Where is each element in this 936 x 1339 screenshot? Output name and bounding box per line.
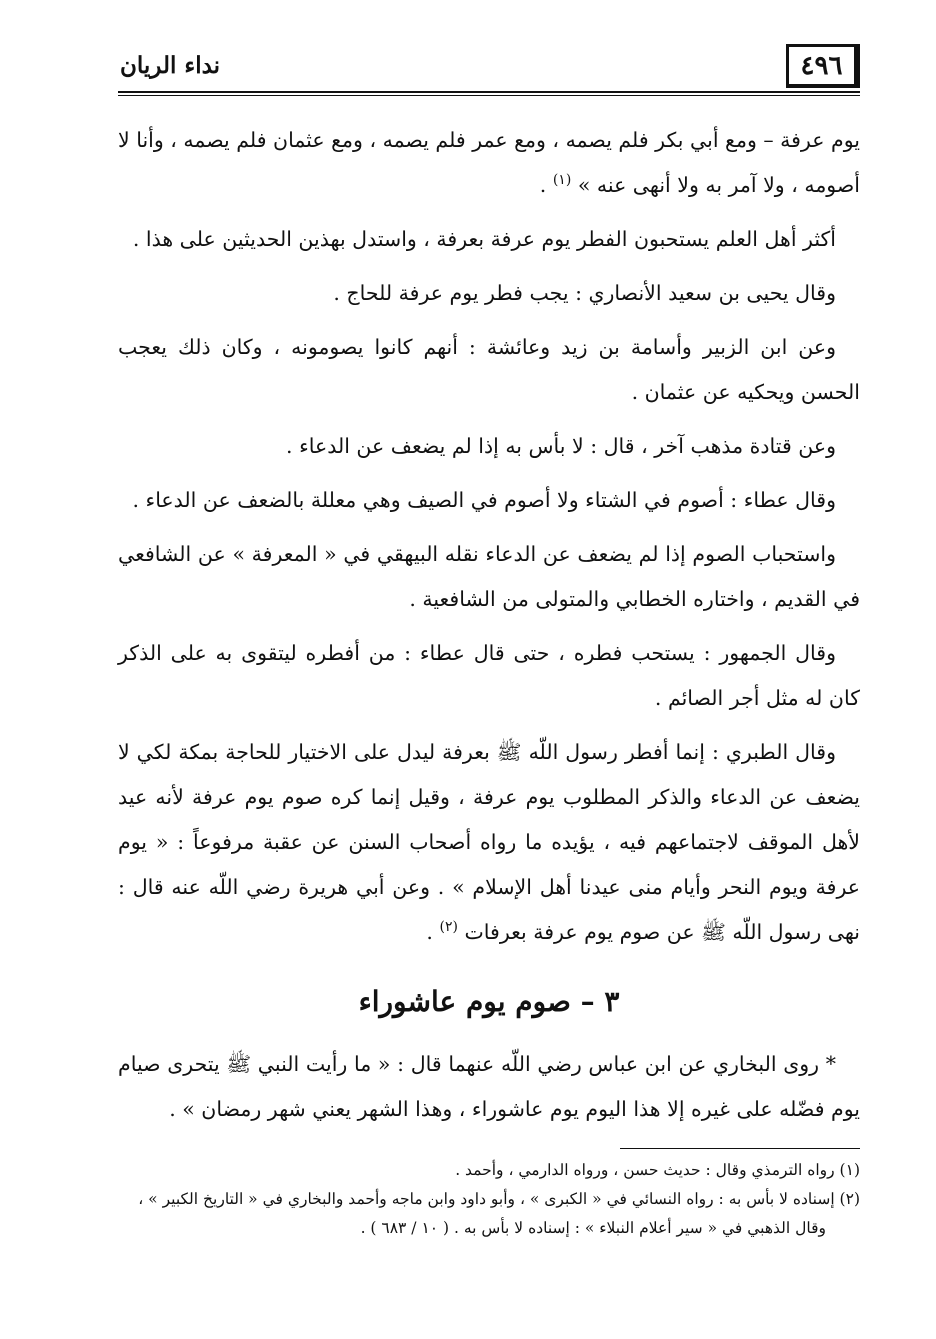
footnote: (٢) إسناده لا بأس به : رواه النسائي في « الكبرى » ، وأبو داود وابن ماجه وأحمد والبخاري في « التاريخ الكبير » ،	[138, 1190, 860, 1208]
paragraph: وعن ابن الزبير وأسامة بن زيد وعائشة : أنهم كانوا يصومونه ، وكان ذلك يعجب الحسن ويحكيه عن عثمان .	[118, 335, 860, 404]
paragraph: أكثر أهل العلم يستحبون الفطر يوم عرفة بعرفة ، واستدل بهذين الحديثين على هذا .	[132, 227, 836, 251]
paragraph	[118, 730, 860, 955]
paragraph: واستحباب الصوم إذا لم يضعف عن الدعاء نقله البيهقي في « المعرفة » عن الشافعي في القديم ، واختاره الخطابي والمتولى من الشافعية .	[118, 542, 860, 611]
paragraph: وقال الجمهور : يستحب فطره ، حتى قال عطاء : من أفطره ليتقوى به على الذكر كان له مثل أجر الصائم .	[118, 641, 860, 710]
footnote: (١) رواه الترمذي وقال : حديث حسن ، ورواه الدارمي ، وأحمد .	[455, 1161, 860, 1179]
footnote-separator	[620, 1148, 860, 1149]
running-title: نداء الريان	[120, 52, 221, 79]
paragraph-end: .	[539, 173, 553, 197]
section-title: ٣ – صوم يوم عاشوراء	[358, 985, 620, 1018]
paragraph: وقال عطاء : أصوم في الشتاء ولا أصوم في الصيف وهي معللة بالضعف عن الدعاء .	[132, 488, 836, 512]
section-paragraph: * روى البخاري عن ابن عباس رضي اللّه عنهما قال : « ما رأيت النبي ﷺ يتحرى صيام يوم فضّله على غيره إلا هذا اليوم يوم عاشوراء ، وهذا الشهر يعني شهر رمضان » .	[118, 1052, 860, 1121]
paragraph: وعن قتادة مذهب آخر ، قال : لا بأس به إذا لم يضعف عن الدعاء .	[286, 434, 836, 458]
paragraph	[118, 118, 860, 208]
paragraph-text: وقال الطبري : إنما أفطر رسول اللّه ﷺ بعرفة ليدل على الاختيار للحاجة بمكة لكي لا يضعف عن الدعاء والذكر المطلوب يوم عرفة ، وقيل إنما كره صوم يوم عرفة لأنه عيد لأهل الموقف لاجتماعهم فيه ، يؤيده ما رواه أصحاب السنن عن عقبة مرفوعاً : « يوم عرفة ويوم النحر وأيام منى عيدنا أهل الإسلام » . وعن أبي هريرة رضي اللّه عنه قال : نهى رسول اللّه ﷺ عن صوم يوم عرفة بعرفات	[118, 740, 860, 944]
header-rule	[118, 91, 860, 96]
page-number: ٤٩٦	[786, 44, 860, 88]
main-text	[118, 118, 860, 1141]
paragraph: وقال يحيى بن سعيد الأنصاري : يجب فطر يوم عرفة للحاج .	[333, 281, 836, 305]
footnote-ref: (٢)	[439, 919, 458, 936]
footnotes	[118, 1156, 860, 1243]
footnote-continuation: وقال الذهبي في « سير أعلام النبلاء » : إسناده لا بأس به . ( ١٠ / ٦٨٣ ) .	[360, 1219, 826, 1237]
paragraph-text: يوم عرفة – ومع أبي بكر فلم يصمه ، ومع عمر فلم يصمه ، ومع عثمان فلم يصمه ، وأنا لا أصومه ، ولا آمر به ولا أنهى عنه »	[118, 128, 860, 197]
paragraph-end: .	[426, 920, 440, 944]
footnote-ref: (١)	[552, 172, 572, 189]
